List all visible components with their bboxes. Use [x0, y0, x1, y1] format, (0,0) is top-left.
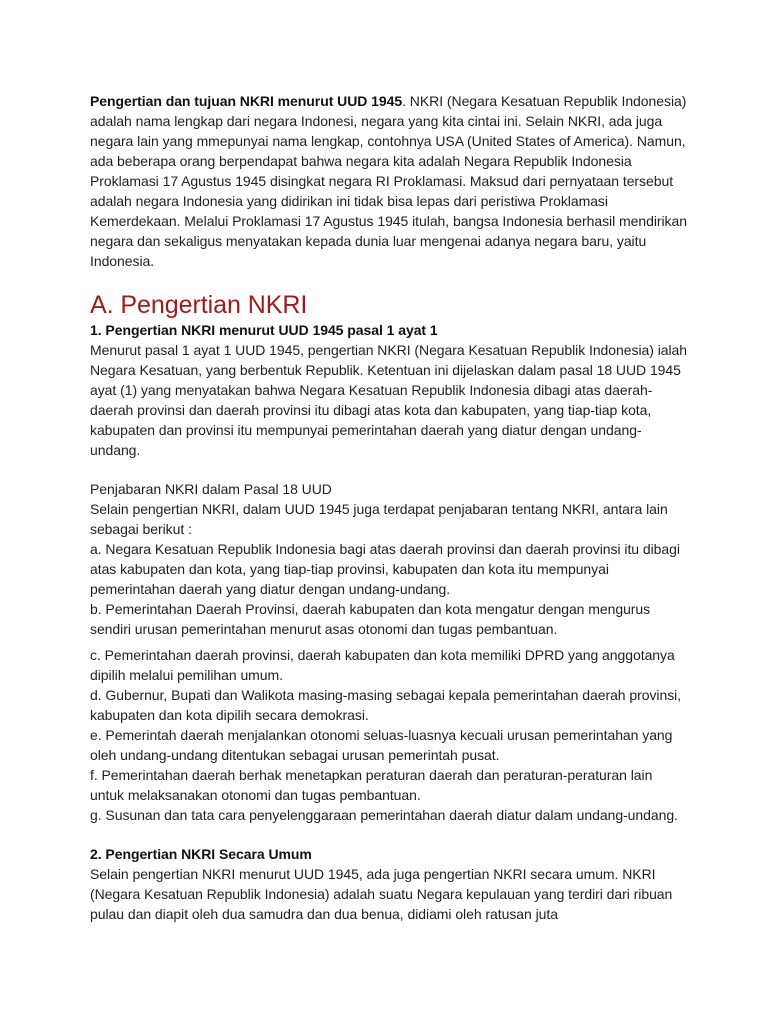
list-item: d. Gubernur, Bupati dan Walikota masing-masing sebagai kepala pemerintahan daerah provinsi, kabupaten dan kota dipilih secara demokrasi. — [90, 687, 682, 723]
list-item: a. Negara Kesatuan Republik Indonesia bagi atas daerah provinsi dan daerah provinsi itu dibagi atas kabupaten dan kota, yang tiap-tiap provinsi, kabupaten dan kota itu mempunyai pemerintahan daerah yang diatur dengan undang-undang. — [90, 541, 680, 597]
pasal18-intro: Selain pengertian NKRI, dalam UUD 1945 juga terdapat penjabaran tentang NKRI, antara lain sebagai berikut : — [90, 501, 668, 537]
sub1-paragraph: Menurut pasal 1 ayat 1 UUD 1945, pengertian NKRI (Negara Kesatuan Republik Indonesia) ialah Negara Kesatuan, yang berbentuk Republik. Ketentuan ini dijelaskan dalam pasal 18 UUD 1945 ayat (1) yang menyatakan bahwa Negara Kesatuan Republik Indonesia dibagi atas daerah-daerah provinsi dan daerah provinsi itu dibagi atas kota dan kabupaten, yang tiap-tiap kota, kabupaten dan provinsi itu mempunyai pemerintahan daerah yang diatur dengan undang-undang. — [90, 342, 688, 458]
intro-text: . NKRI (Negara Kesatuan Republik Indonesia) adalah nama lengkap dari negara Indonesi, negara yang kita cintai ini. Selain NKRI, ada juga negara lain yang mmepunyai nama lengkap, contohnya USA (United States of America). Namun, ada beberapa orang berpendapat bahwa negara kita adalah Negara Republik Indonesia Proklamasi 17 Agustus 1945 disingkat negara RI Proklamasi. Maksud dari pernyataan tersebut adalah negara Indonesia yang didirikan ini tidak bisa lepas dari peristiwa Proklamasi Kemerdekaan. Melalui Proklamasi 17 Agustus 1945 itulah, bangsa Indonesia berhasil mendirikan negara dan sekaligus menyatakan kepada dunia luar mengenai adanya negara baru, yaitu Indonesia. — [90, 93, 687, 269]
list-item: g. Susunan dan tata cara penyelenggaraan pemerintahan daerah diatur dalam undang-undang. — [90, 807, 678, 823]
list-item: f. Pemerintahan daerah berhak menetapkan peraturan daerah dan peraturan-peraturan lain untuk melaksanakan otonomi dan tugas pembantuan. — [90, 767, 653, 803]
intro-paragraph — [90, 91, 690, 271]
sub2-paragraph: Selain pengertian NKRI menurut UUD 1945, ada juga pengertian NKRI secara umum. NKRI (Negara Kesatuan Republik Indonesia) adalah suatu Negara kepulauan yang terdiri dari ribuan pulau dan diapit oleh dua samudra dan dua benua, didiami oleh ratusan juta — [90, 866, 673, 922]
subheading-1: 1. Pengertian NKRI menurut UUD 1945 pasal 1 ayat 1 — [90, 322, 438, 338]
intro-bold-lead: Pengertian dan tujuan NKRI menurut UUD 1945 — [90, 93, 403, 109]
list-item: e. Pemerintah daerah menjalankan otonomi seluas-luasnya kecuali urusan pemerintahan yang oleh undang-undang ditentukan sebagai urusan pemerintah pusat. — [90, 727, 673, 763]
subheading-2: 2. Pengertian NKRI Secara Umum — [90, 846, 312, 862]
pasal18-title: Penjabaran NKRI dalam Pasal 18 UUD — [90, 481, 332, 497]
list-item: c. Pemerintahan daerah provinsi, daerah kabupaten dan kota memiliki DPRD yang anggotanya dipilih melalui pemilihan umum. — [90, 647, 675, 683]
section-heading-a: A. Pengertian NKRI — [90, 291, 308, 319]
document-body — [90, 91, 690, 924]
list-item: b. Pemerintahan Daerah Provinsi, daerah kabupaten dan kota mengatur dengan mengurus sendiri urusan pemerintahan menurut asas otonomi dan tugas pembantuan. — [90, 601, 651, 637]
